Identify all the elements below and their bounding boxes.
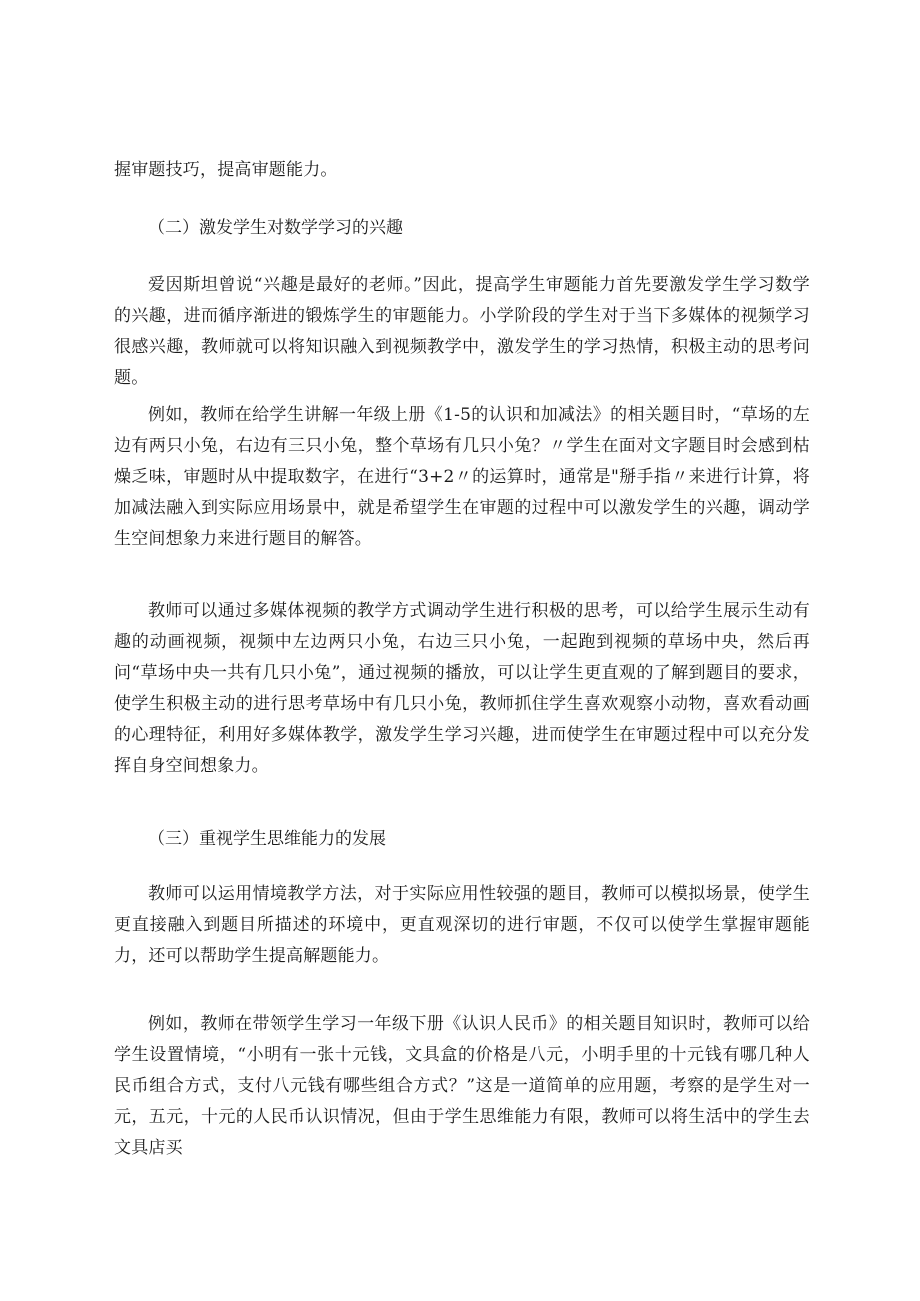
paragraph-continuation: 握审题技巧，提高审题能力。 bbox=[114, 160, 338, 180]
paragraph-example-rabbits: 例如，教师在给学生讲解一年级上册《1-5的认识和加减法》的相关题目时，“草场的左边有两只小兔，右边有三只小兔，整个草场有几只小兔？〃学生在面对文字题目时会感到枯燥乏味，审题时从中提取数字，在进行“3+2〃的运算时，通常是"掰手指〃来进行计算，将加减法融入到实际应用场景中，就是希望学生在审题的过程中可以激发学生的兴趣，调动学生空间想象力来进行题目的解答。 bbox=[114, 405, 810, 549]
section-heading-interest: （二）激发学生对数学学习的兴趣 bbox=[148, 218, 403, 238]
paragraph-situational-teaching: 教师可以运用情境教学方法，对于实际应用性较强的题目，教师可以模拟场景，使学生更直接融入到题目所描述的环境中，更直观深切的进行审题，不仅可以使学生掌握审题能力，还可以帮助学生提高解题能力。 bbox=[114, 884, 810, 966]
paragraph-einstein-interest: 爱因斯坦曾说“兴趣是最好的老师。”因此，提高学生审题能力首先要激发学生学习数学的兴趣，进而循序渐进的锻炼学生的审题能力。小学阶段的学生对于当下多媒体的视频学习很感兴趣，教师就可以将知识融入到视频教学中，激发学生的学习热情，积极主动的思考问题。 bbox=[114, 275, 810, 388]
paragraph-example-rmb: 例如，教师在带领学生学习一年级下册《认识人民币》的相关题目知识时，教师可以给学生设置情境，“小明有一张十元钱，文具盒的价格是八元，小明手里的十元钱有哪几种人民币组合方式，支付八元钱有哪些组合方式？”这是一道简单的应用题，考察的是学生对一元，五元，十元的人民币认识情况，但由于学生思维能力有限，教师可以将生活中的学生去文具店买 bbox=[114, 1014, 810, 1158]
section-heading-thinking: （三）重视学生思维能力的发展 bbox=[148, 829, 386, 849]
paragraph-multimedia-video: 教师可以通过多媒体视频的教学方式调动学生进行积极的思考，可以给学生展示生动有趣的动画视频，视频中左边两只小兔，右边三只小兔，一起跑到视频的草场中央，然后再问“草场中央一共有几只小兔”，通过视频的播放，可以让学生更直观的了解到题目的要求，使学生积极主动的进行思考草场中有几只小兔，教师抓住学生喜欢观察小动物，喜欢看动画的心理特征，利用好多媒体教学，激发学生学习兴趣，进而使学生在审题过程中可以充分发挥自身空间想象力。 bbox=[114, 601, 810, 776]
